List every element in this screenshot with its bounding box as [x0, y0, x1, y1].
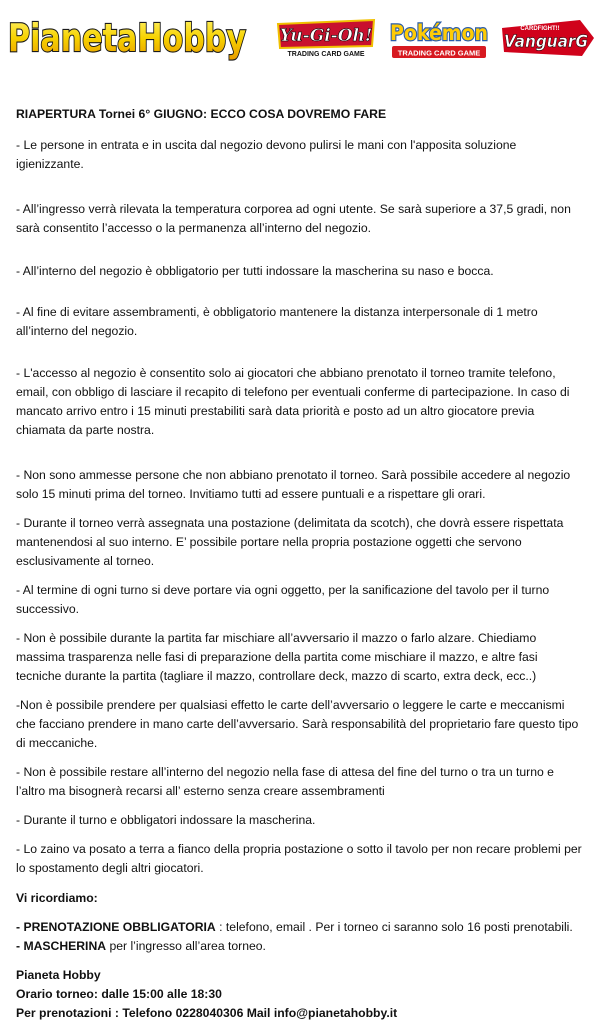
svg-text:TRADING CARD GAME: TRADING CARD GAME [397, 48, 481, 58]
reminder-heading: Vi ricordiamo: [16, 891, 98, 905]
rule-12: - Durante il turno e obbligatori indossare la mascherina. [16, 813, 316, 827]
rule-8: - Al termine di ogni turno si deve portare via ogni oggetto, per la sanificazione del tavolo per il turno successivo. [16, 583, 550, 616]
pianeta-hobby-logo [5, 5, 250, 65]
pokemon-logo [386, 14, 492, 60]
header [0, 0, 600, 72]
document-body [16, 105, 586, 1023]
footer-contacts: Per prenotazioni : Telefono 0228040306 Mail info@pianetahobby.it [16, 1006, 398, 1020]
rule-6: - Non sono ammesse persone che non abbiano prenotato il torneo. Sarà possibile accedere al negozio solo 15 minuti prima del torneo. Invitiamo tutti ad essere puntuali e a rispettare gli orari. [16, 468, 571, 501]
rule-7: - Durante il torneo verrà assegnata una postazione (delimitata da scotch), che dovrà essere rispettata mantenendosi al suo interno. E’ possibile portare nella propria postazione oggetti che servono esclusivamente al torneo. [16, 516, 564, 568]
yugioh-logo [274, 14, 378, 60]
svg-text:Yu-Gi-Oh!: Yu-Gi-Oh! [279, 26, 373, 46]
reminder-booking-label: - PRENOTAZIONE OBBLIGATORIA [16, 920, 216, 934]
svg-text:CARDFIGHT!!: CARDFIGHT!! [520, 26, 560, 32]
rule-9: - Non è possibile durante la partita far mischiare all’avversario il mazzo o farlo alzare. Chiediamo massima trasparenza nelle fasi di preparazione della partita come mischiare il mazzo, e altre fasi tecniche durante la partita (tagliare il mazzo, controllare deck, mazzo di scarto, extra deck, ecc..) [16, 631, 538, 683]
reminder-mask-label: - MASCHERINA [16, 939, 107, 953]
reminder-mask-text: per l’ingresso all’area torneo. [106, 939, 266, 953]
rule-1: - Le persone in entrata e in uscita dal negozio devono pulirsi le mani con l'apposita soluzione igienizzante. [16, 138, 517, 171]
rule-10: -Non è possibile prendere per qualsiasi effetto le carte dell’avversario o leggere le carte e meccanismi che facciano prendere in mano carte dell’avversario. Sarà responsabilità del proprietario fare questo tipo di meccaniche. [16, 698, 579, 750]
logo-text: PianetaHobby [8, 16, 247, 60]
svg-text:VanguarG: VanguarG [504, 32, 589, 52]
rule-3: - All’interno del negozio è obbligatorio per tutti indossare la mascherina su naso e bocca. [16, 264, 494, 278]
footer-shop-name: Pianeta Hobby [16, 968, 101, 982]
reminder-mask [16, 937, 586, 956]
vanguard-logo [500, 14, 596, 60]
rule-4: - Al fine di evitare assembramenti, è obbligatorio mantenere la distanza interpersonale di 1 metro all’interno del negozio. [16, 305, 538, 338]
svg-text:Pokémon: Pokémon [390, 21, 488, 45]
rule-5: - L'accesso al negozio è consentito solo ai giocatori che abbiano prenotato il torneo tramite telefono, email, con obbligo di lasciare il recapito di telefono per eventuali conferme di partecipazione. In caso di mancato arrivo entro i 15 minuti prestabiliti sarà data priorità e posto ad un altro giocatore previa chiamata da parte nostra. [16, 366, 570, 437]
reminder-booking [16, 918, 586, 937]
document-title: RIAPERTURA Tornei 6° GIUGNO: ECCO COSA DOVREMO FARE [16, 107, 387, 121]
svg-text:TRADING CARD GAME: TRADING CARD GAME [287, 51, 365, 58]
rule-13: - Lo zaino va posato a terra a fianco della propria postazione o sotto il tavolo per non recare problemi per lo spostamento degli altri giocatori. [16, 842, 582, 875]
footer-hours: Orario torneo: dalle 15:00 alle 18:30 [16, 987, 222, 1001]
reminder-booking-text: : telefono, email . Per i torneo ci saranno solo 16 posti prenotabili. [215, 920, 573, 934]
rule-2: - All’ingresso verrà rilevata la temperatura corporea ad ogni utente. Se sarà superiore a 37,5 gradi, non sarà consentito l’accesso o la permanenza all’interno del negozio. [16, 202, 571, 235]
rule-11: - Non è possibile restare all’interno del negozio nella fase di attesa del fine del turno o tra un turno e l’altro ma bisognerà recarsi all’ esterno senza creare assembramenti [16, 765, 554, 798]
